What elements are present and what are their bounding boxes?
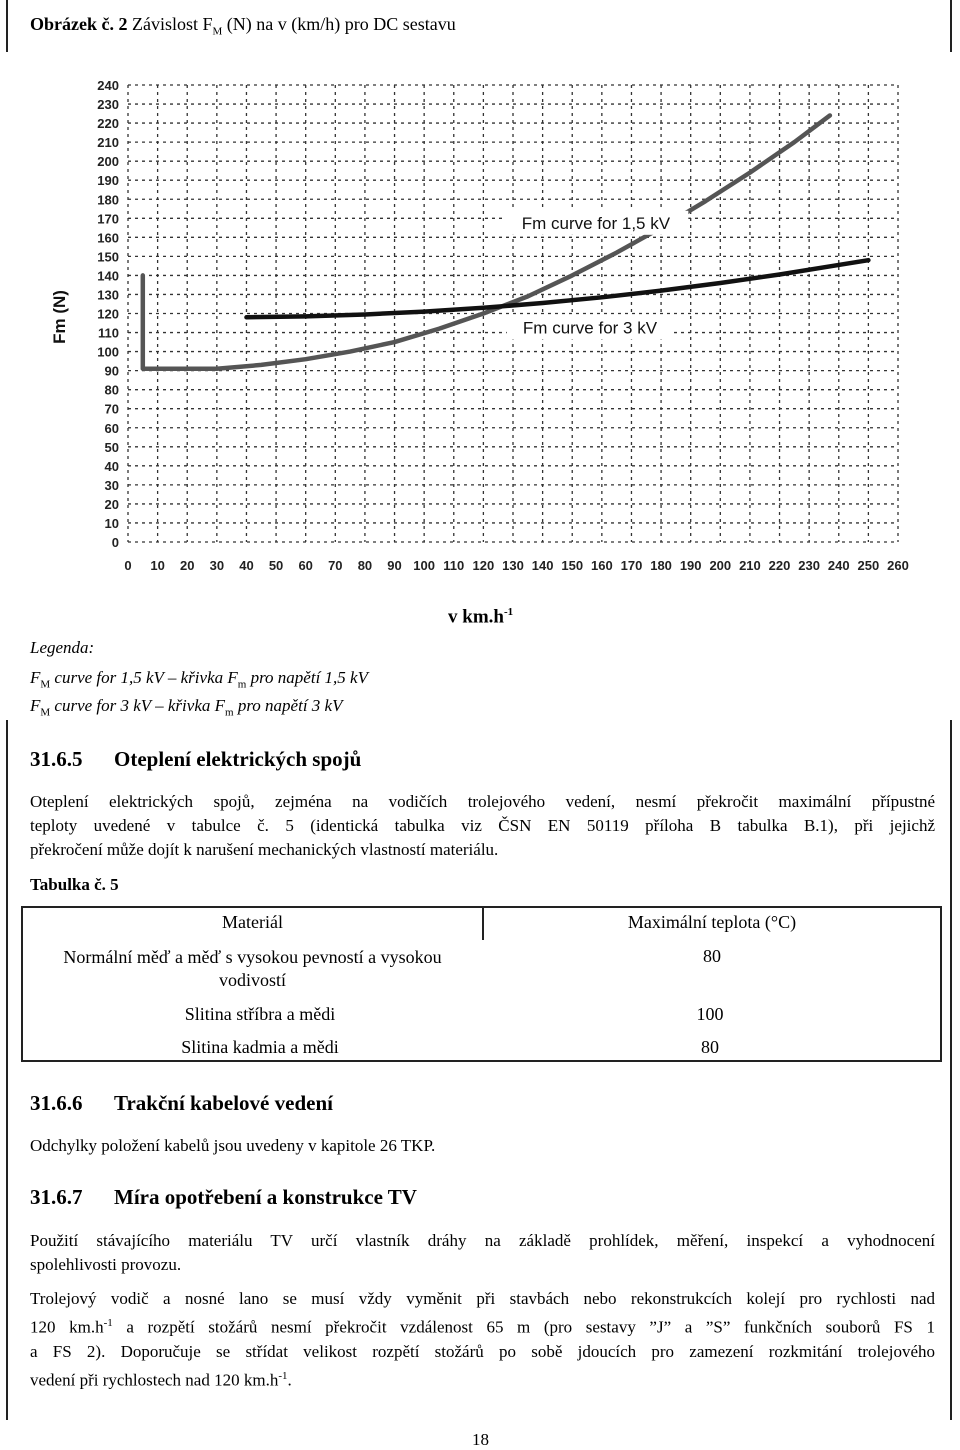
x-tick-label: 200 [709, 558, 732, 573]
table-cell-material: Slitina kadmia a mědi [181, 1037, 339, 1057]
x-tick-label: 50 [268, 558, 284, 573]
unit-base: v km.h [448, 606, 504, 628]
legend-f: F [30, 668, 41, 687]
table-cell-temp: 80 [703, 946, 721, 966]
x-tick-label: 110 [443, 558, 465, 573]
x-tick-label: 90 [387, 558, 402, 573]
x-tick-label: 210 [739, 558, 761, 573]
section-text-3166 [30, 1134, 935, 1158]
section-text-3167-p1 [30, 1229, 935, 1277]
series-annotation: Fm curve for 3 kV [522, 318, 658, 338]
para-line: Trolejový vodič a nosné lano se musí vždy vyměnit při stavbách nebo rekonstrukcích kolejí pro rychlosti nad [30, 1289, 935, 1308]
x-tick-label: 260 [887, 558, 909, 573]
section-heading-3167 [30, 1185, 417, 1210]
x-tick-label: 130 [502, 558, 524, 573]
y-tick-label: 190 [97, 173, 119, 189]
x-tick-label: 70 [328, 558, 343, 573]
legend-f: F [30, 696, 41, 715]
x-tick-label: 230 [798, 558, 821, 573]
y-tick-label: 180 [97, 192, 119, 208]
x-tick-label: 100 [413, 558, 436, 573]
y-tick-label: 20 [104, 496, 119, 512]
para-text: vedení při rychlostech nad 120 km.h [30, 1370, 279, 1390]
unit-sup: -1 [103, 1317, 113, 1329]
x-tick-label: 20 [179, 558, 195, 573]
y-tick-label: 220 [97, 116, 119, 132]
y-tick-label: 130 [97, 287, 119, 303]
y-axis-label: Fm (N) [50, 290, 69, 344]
legend-text-b: pro napětí 3 kV [233, 696, 343, 715]
y-tick-label: 0 [111, 535, 119, 550]
x-tick-label: 140 [531, 558, 554, 573]
para-line: spolehlivosti provozu. [30, 1255, 182, 1274]
section-heading-3166 [30, 1091, 333, 1116]
table-header-material: Materiál [222, 912, 283, 932]
para-text: . [287, 1370, 292, 1390]
x-tick-label: 40 [239, 558, 254, 573]
para-line: teploty uvedené v tabulce č. 5 (identická tabulka viz ČSN EN 50119 příloha B tabulka B.1), při jejichž [30, 816, 935, 835]
section-number: 31.6.6 [30, 1091, 83, 1115]
table-cell-temp: 80 [701, 1037, 719, 1057]
caption-text-b: (N) na v (km/h) pro DC sestavu [226, 14, 456, 34]
para-line [30, 1311, 935, 1340]
speed-value: 120 km.h [30, 1317, 104, 1337]
legend-title: Legenda: [30, 638, 95, 657]
y-tick-label: 40 [104, 458, 119, 474]
section-title: Míra opotřebení a konstrukce TV [114, 1185, 417, 1209]
legend-sub2: m [225, 706, 234, 719]
legend-text-a: curve for 1,5 kV – křivka F [50, 668, 238, 687]
legend-text-b: pro napětí 1,5 kV [246, 668, 368, 687]
x-tick-label: 180 [650, 558, 672, 573]
y-tick-label: 210 [97, 135, 119, 151]
x-tick-label: 80 [357, 558, 373, 573]
table-header-max-temp: Maximální teplota (°C) [627, 912, 797, 932]
x-tick-label: 0 [124, 558, 132, 573]
table-caption: Tabulka č. 5 [30, 875, 119, 894]
y-tick-label: 30 [104, 477, 119, 493]
caption-sub: M [212, 25, 223, 38]
para-line: Odchylky položení kabelů jsou uvedeny v kapitole 26 TKP. [30, 1136, 436, 1155]
y-tick-label: 150 [97, 249, 119, 265]
y-tick-label: 120 [97, 306, 119, 322]
section-number: 31.6.7 [30, 1185, 83, 1209]
y-tick-label: 230 [97, 97, 119, 113]
page-number: 18 [472, 1430, 489, 1449]
x-tick-label: 170 [620, 558, 643, 573]
y-tick-label: 100 [97, 344, 119, 360]
x-tick-label: 10 [150, 558, 165, 573]
para-line [30, 1364, 935, 1393]
para-text: a rozpětí stožárů nesmí překročit vzdálenost 65 m (pro sestavy ”J” a ”S” funkčních souborů FS 1 [112, 1317, 935, 1337]
legend-sub: M [40, 678, 51, 691]
x-tick-label: 250 [857, 558, 880, 573]
legend-text-a: curve for 3 kV – křivka F [50, 696, 225, 715]
para-line: a FS 2). Doporučuje se střídat velikost rozpětí stožárů po sobě jdoucích pro zamezení rozkmitání trolejového [30, 1341, 935, 1361]
unit-sup: -1 [278, 1369, 288, 1382]
caption-text-a: Závislost F [131, 14, 213, 34]
para-line: Oteplení elektrických spojů, zejména na vodičích trolejového vedení, nesmí překročit maximální přípustné [30, 792, 935, 811]
x-tick-label: 220 [768, 558, 791, 573]
table-cell-material: Normální měď a měď s vysokou pevností a vysokou vodivostí [63, 947, 442, 990]
table-cell-temp: 100 [696, 1004, 724, 1024]
section-title: Trakční kabelové vedení [114, 1091, 333, 1115]
section-text-3167-p2 [30, 1287, 935, 1392]
y-tick-label: 80 [104, 382, 119, 398]
x-tick-label: 240 [827, 558, 850, 573]
y-tick-label: 50 [104, 439, 119, 455]
figure-number: Obrázek č. 2 [30, 14, 128, 34]
para-line: překročení může dojít k narušení mechanických vlastností materiálu. [30, 840, 499, 859]
x-tick-label: 60 [298, 558, 313, 573]
table-cell-material: Slitina stříbra a mědi [184, 1004, 336, 1024]
legend-sub2: m [237, 678, 247, 691]
y-tick-label: 70 [104, 401, 119, 417]
section-number: 31.6.5 [30, 747, 83, 771]
x-tick-label: 30 [209, 558, 225, 573]
x-tick-label: 120 [472, 558, 495, 573]
x-tick-label: 150 [561, 558, 584, 573]
section-title: Oteplení elektrických spojů [114, 747, 362, 771]
para-line: Použití stávajícího materiálu TV určí vlastník dráhy na základě prohlídek, měření, inspekcí a vyhodnocení [30, 1231, 935, 1250]
x-tick-label: 190 [679, 558, 702, 573]
y-tick-label: 200 [97, 154, 119, 170]
unit-sup: -1 [503, 606, 514, 618]
y-tick-label: 240 [97, 78, 119, 93]
y-tick-label: 160 [97, 230, 119, 246]
y-tick-label: 140 [97, 268, 119, 284]
series-annotation: Fm curve for 1,5 kV [521, 213, 671, 233]
y-tick-label: 60 [104, 420, 119, 436]
y-tick-label: 90 [104, 363, 119, 379]
y-tick-label: 10 [104, 515, 119, 531]
y-tick-label: 110 [98, 325, 119, 341]
legend-sub: M [40, 706, 51, 719]
x-tick-label: 160 [590, 558, 613, 573]
y-tick-label: 170 [97, 211, 119, 227]
